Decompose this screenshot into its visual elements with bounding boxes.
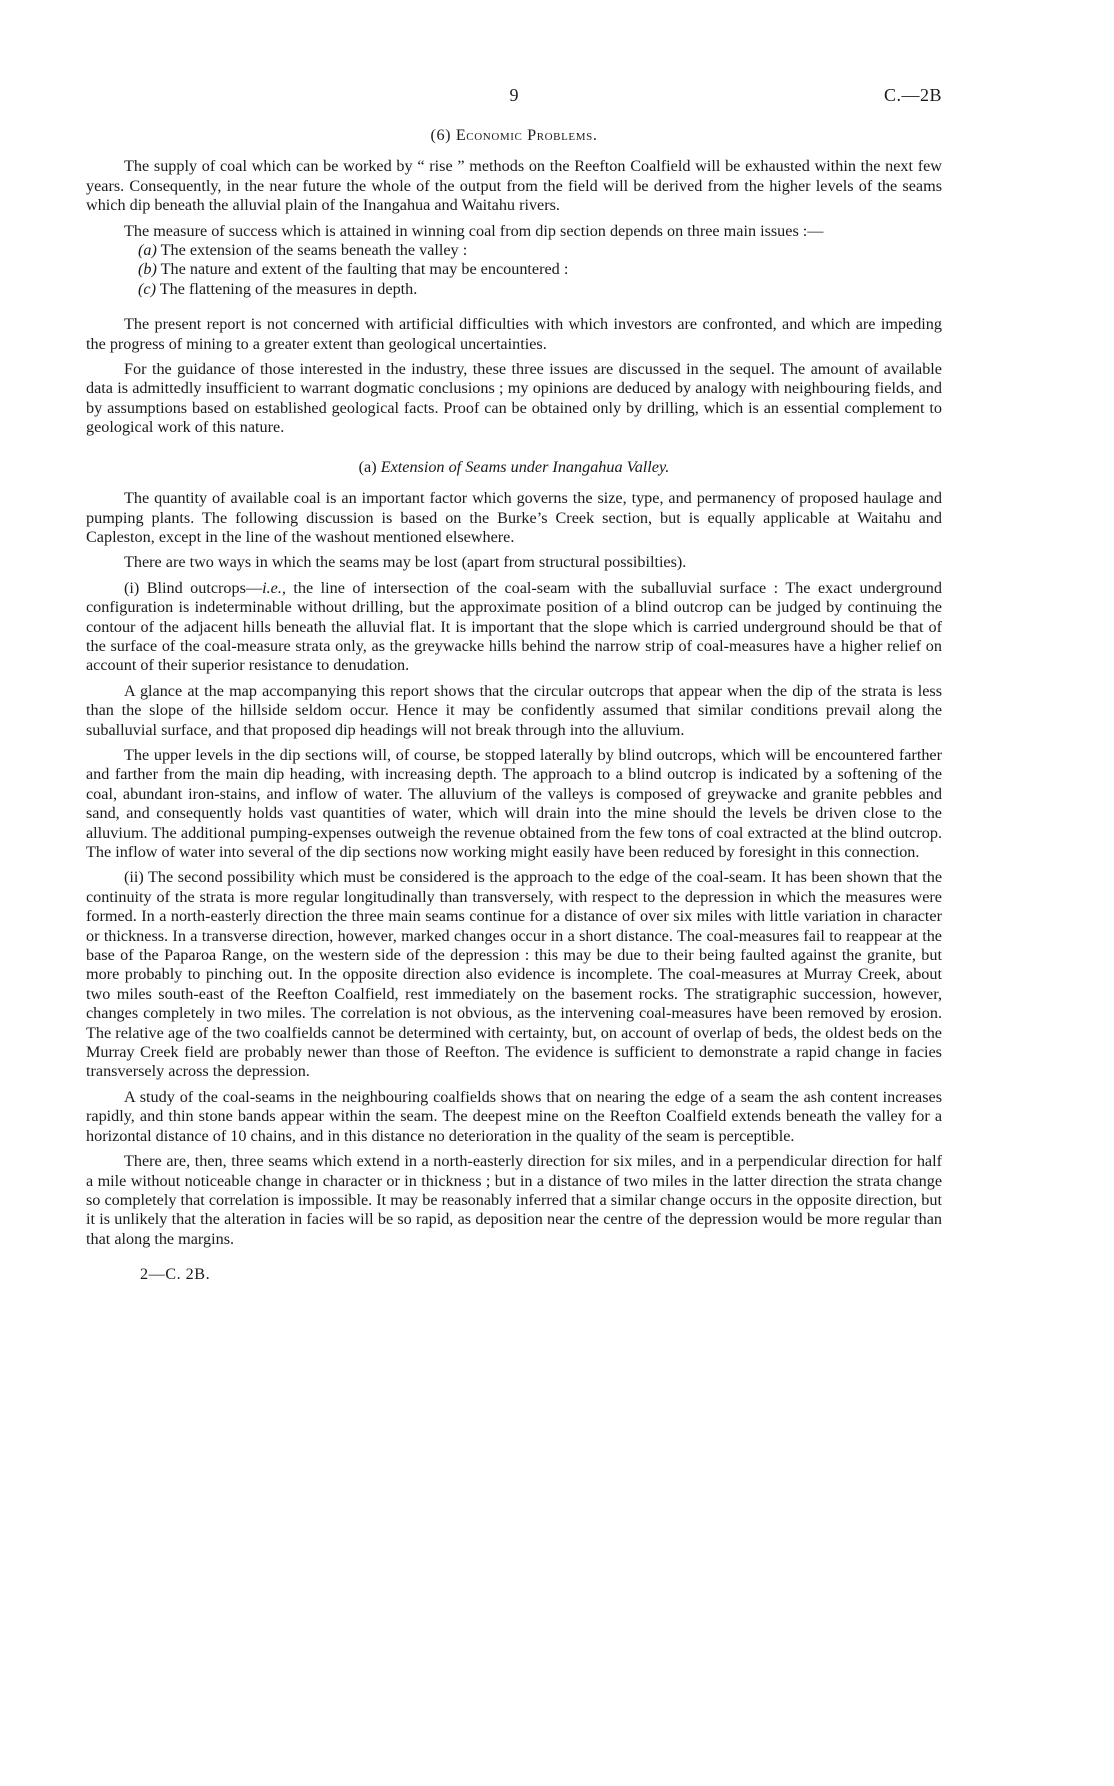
subsection-label: (a): [358, 457, 377, 476]
paragraph: The present report is not concerned with artificial difficulties with which investors are confronted, and which are impeding the progress of mining to a greater extent than geological uncertainties.: [86, 315, 942, 353]
section-number: (6): [430, 126, 452, 144]
list-item-text: The nature and extent of the faulting that may be encountered :: [160, 260, 569, 279]
page-number: 9: [509, 85, 519, 105]
paragraph-text: the line of intersection of the coal-seam with the suballuvial surface : The exact underground configuration is indeterminable without drilling, but the approximate position of a blind outcrop can be judged by continuing the contour of the adjacent hills beneath the alluvial flat. It is important that the slope which is carried underground should be that of the surface of the coal-measure strata only, as the greywacke hills behind the narrow strip of coal-measures have a higher relief on account of their superior resistance to denudation.: [86, 578, 942, 675]
section-title: [86, 126, 942, 145]
page-signature: 2—C. 2B.: [140, 1265, 211, 1284]
issues-list: [86, 241, 942, 299]
document-page: [86, 86, 942, 1285]
paragraph: For the guidance of those interested in the industry, these three issues are discussed in the sequel. The amount of available data is admittedly insufficient to warrant dogmatic conclusions ; my opinions are deduced by analogy with neighbouring fields, and by assumptions based on established geological facts. Proof can be obtained only by drilling, which is an essential complement to geological work of this nature.: [86, 360, 942, 437]
paragraph-lead: (i) Blind outcrops—: [124, 578, 263, 597]
paragraph: The upper levels in the dip sections will, of course, be stopped laterally by blind outcrops, which will be encountered farther and farther from the main dip heading, with increasing depth. The approach to a blind outcrop is indicated by a softening of the coal, abundant iron-stains, and inflow of water. The alluvium of the valleys is composed of greywacke and granite pebbles and sand, and consequently holds vast quantities of water, which will drain into the mine should the levels be driven close to the alluvium. The additional pumping-expenses outweigh the revenue obtained from the few tons of coal extracted at the blind outcrop. The inflow of water into several of the dip sections now working might easily have been reduced by foresight in this connection.: [86, 745, 942, 861]
paragraph: The measure of success which is attained in winning coal from dip section depends on three main issues :—: [124, 221, 824, 240]
list-item-text: The flattening of the measures in depth.: [159, 279, 418, 298]
paragraph: A glance at the map accompanying this report shows that the circular outcrops that appear when the dip of the strata is less than the slope of the hillside seldom occur. Hence it may be confidently assumed that similar conditions prevail along the suballuvial surface, and that proposed dip headings will not break through into the alluvium.: [86, 681, 942, 739]
paragraph-abbreviation: i.e.,: [262, 578, 286, 597]
subsection-heading: [86, 458, 942, 477]
list-item-label: (c): [138, 279, 156, 298]
subsection-title: Extension of Seams under Inangahua Valley.: [380, 457, 670, 476]
paragraph: The supply of coal which can be worked by “ rise ” methods on the Reefton Coalfield will be exhausted within the next few years. Consequently, in the near future the whole of the output from the field will be derived from the higher levels of the seams which dip beneath the alluvial plain of the Inangahua and Waitahu rivers.: [86, 157, 942, 215]
paragraph: There are two ways in which the seams may be lost (apart from structural possibilties).: [124, 553, 687, 572]
paragraph: The quantity of available coal is an important factor which governs the size, type, and permanency of proposed haulage and pumping plants. The following discussion is based on the Burke’s Creek section, but is equally applicable at Waitahu and Capleston, except in the line of the washout mentioned elsewhere.: [86, 489, 942, 546]
list-item: [86, 280, 942, 299]
paragraph: There are, then, three seams which extend in a north-easterly direction for six miles, and in a perpendicular direction for half a mile without noticeable change in character or in thickness ; but in a distance of two miles in the latter direction the strata change so completely that correlation is impossible. It may be reasonably inferred that a similar change occurs in the opposite direction, but it is unlikely that the alteration in facies will be so rapid, as deposition near the centre of the depression would be more regular than that along the margins.: [86, 1152, 942, 1248]
section-title-text: Economic Problems.: [455, 126, 598, 144]
list-item-text: The extension of the seams beneath the valley :: [160, 241, 468, 260]
page-header: [86, 86, 942, 126]
paragraph: (ii) The second possibility which must be considered is the approach to the edge of the coal-seam. It has been shown that the continuity of the strata is more regular longitudinally than transversely, with respect to the depression in which the measures were formed. In a north-easterly direction the three main seams continue for a distance of over six miles with little variation in character or thickness. In a transverse direction, however, marked changes occur in a short distance. The coal-measures fail to reappear at the base of the Paparoa Range, on the western side of the depression : this may be due to their being faulted against the granite, but more probably to pinching out. In the opposite direction also evidence is incomplete. The coal-measures at Murray Creek, about two miles south-east of the Reefton Coalfield, rest immediately on the basement rocks. The stratigraphic succession, however, changes completely in two miles. The correlation is not obvious, as the intervening coal-measures have been removed by erosion. The relative age of the two coalfields cannot be determined with certainty, but, on account of overlap of beds, the oldest beds on the Murray Creek field are probably newer than those of Reefton. The evidence is sufficient to demonstrate a rapid change in facies transversely across the depression.: [86, 868, 942, 1081]
paragraph: A study of the coal-seams in the neighbouring coalfields shows that on nearing the edge of a seam the ash content increases rapidly, and thin stone bands appear within the seam. The deepest mine on the Reefton Coalfield extends beneath the valley for a horizontal distance of 10 chains, and in this distance no deterioration in the quality of the seam is perceptible.: [86, 1087, 942, 1145]
paragraph: [86, 579, 942, 676]
list-item: [86, 260, 942, 279]
list-item-label: (b): [138, 260, 157, 279]
list-item: [86, 241, 942, 260]
list-item-label: (a): [138, 241, 157, 260]
document-reference: C.—2B: [883, 85, 942, 105]
